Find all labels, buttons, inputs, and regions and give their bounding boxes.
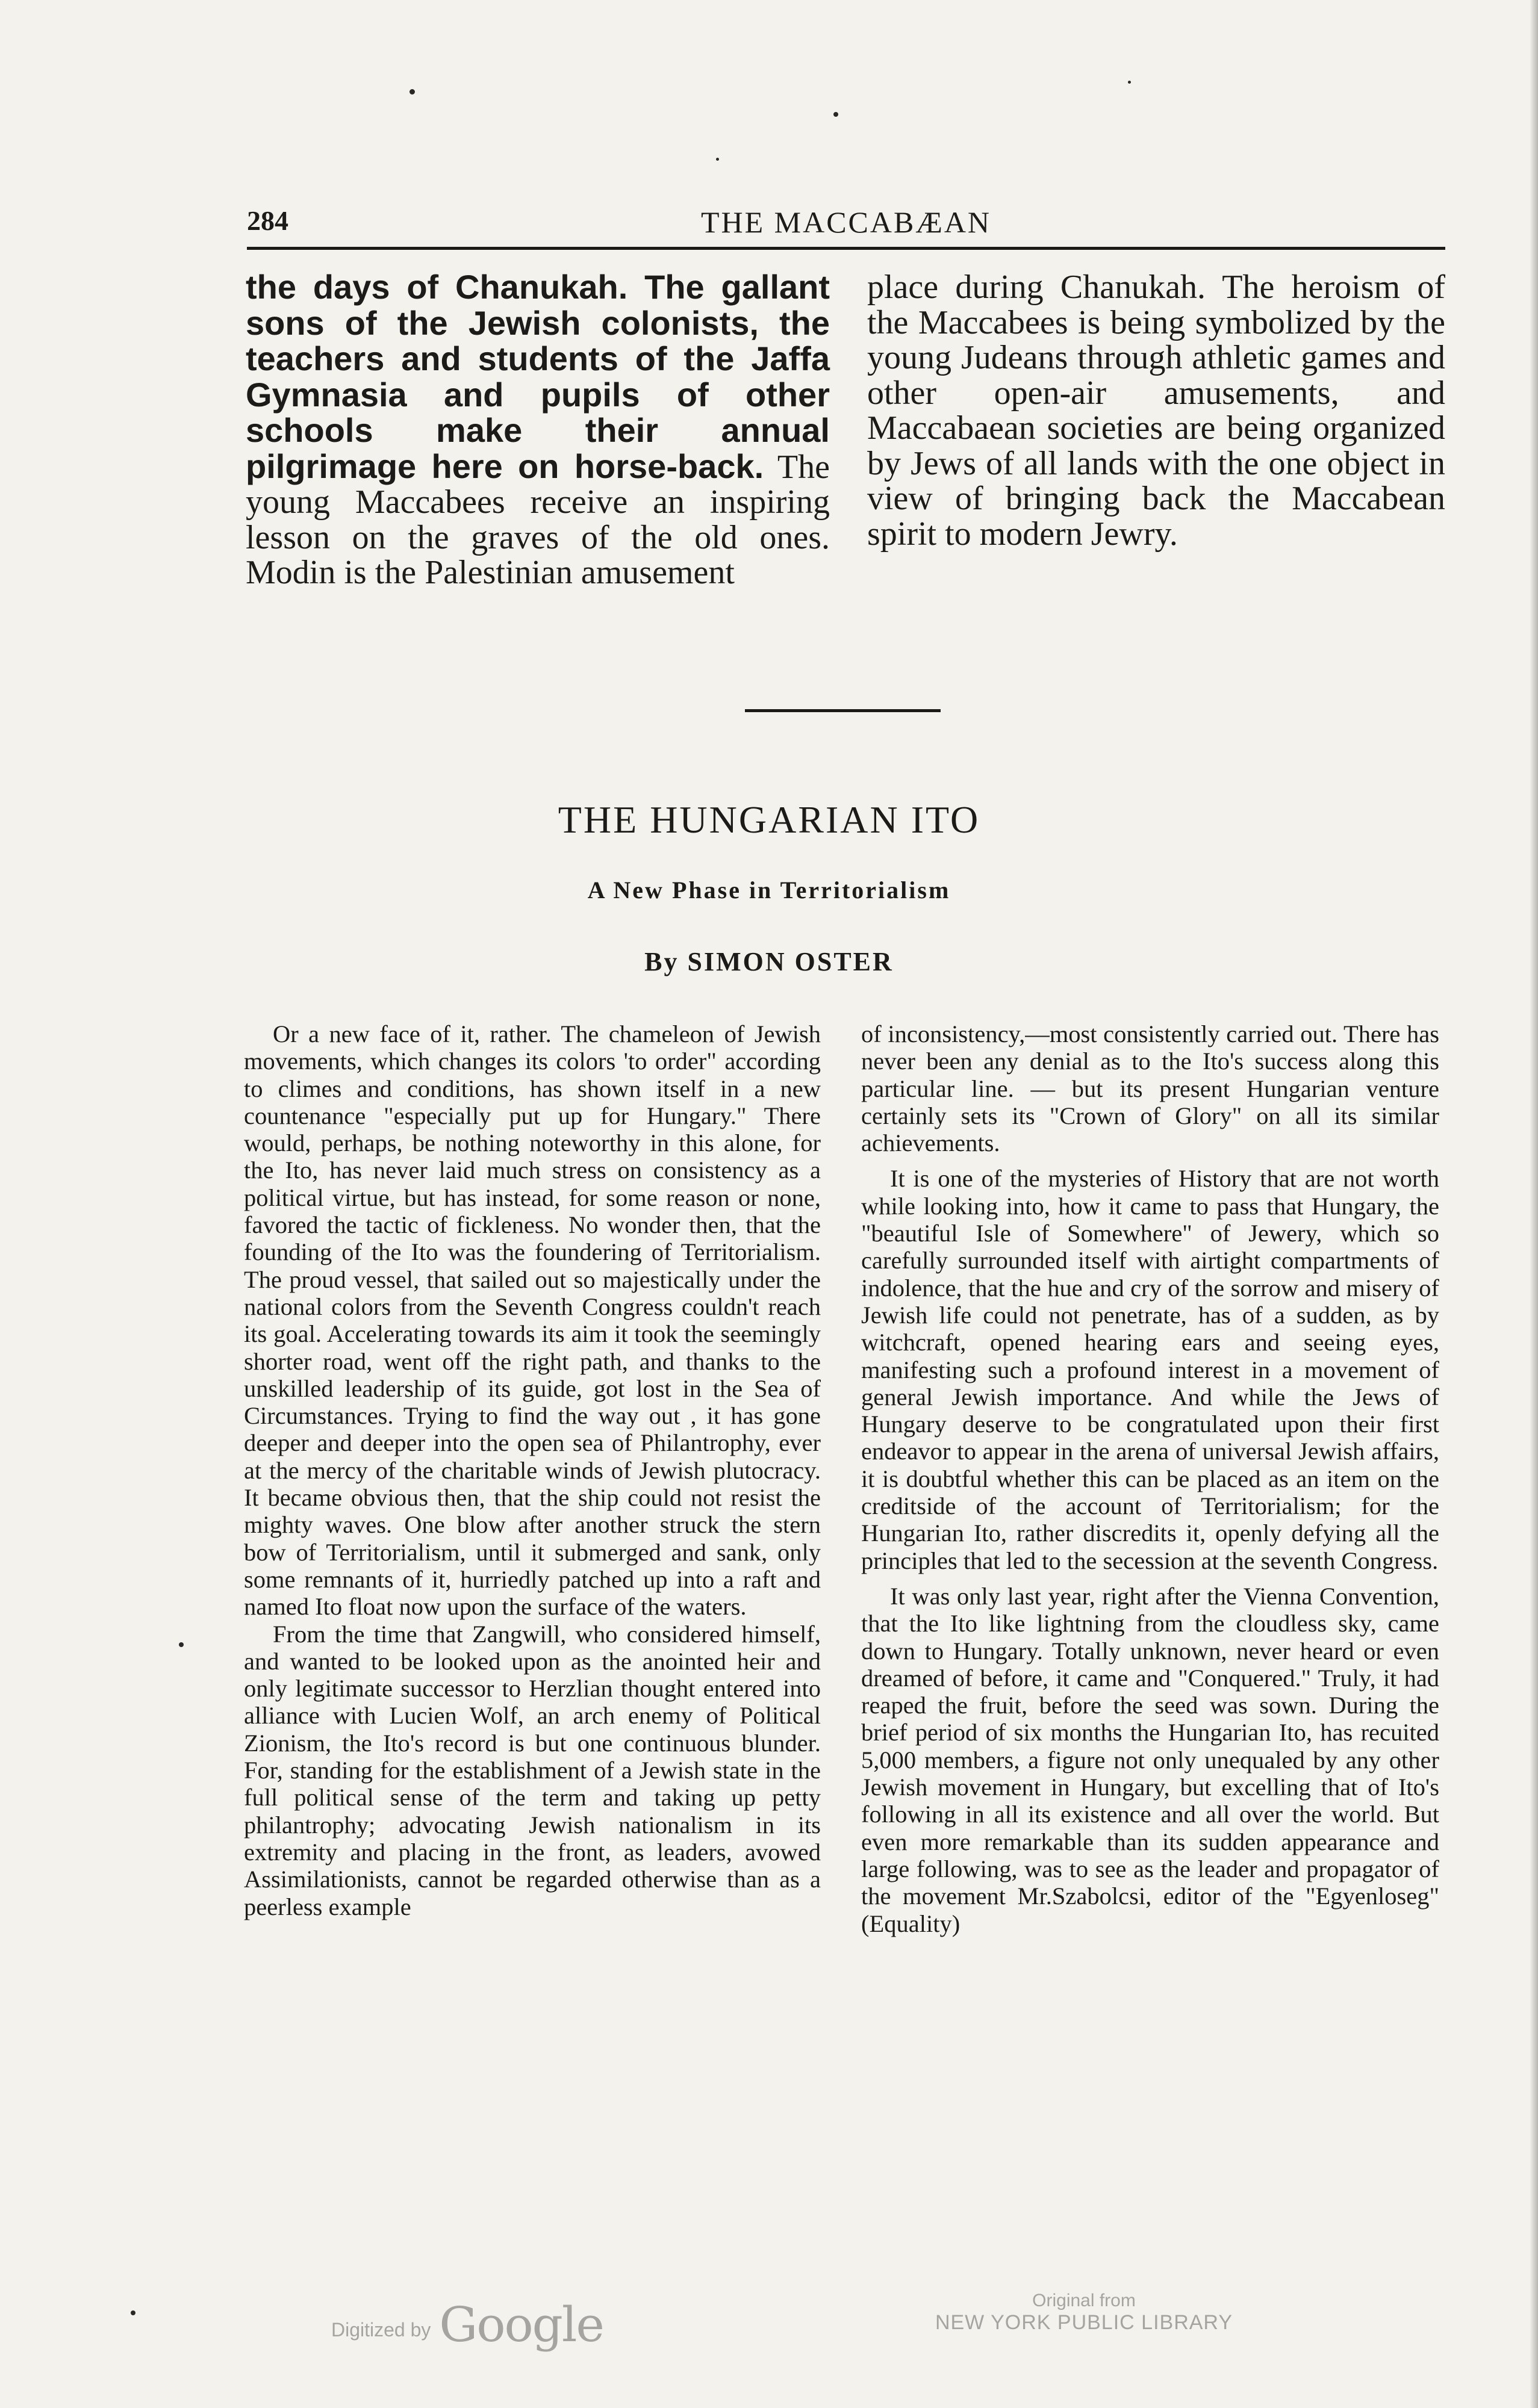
section-divider bbox=[745, 709, 941, 712]
article-subtitle: A New Phase in Territorialism bbox=[587, 877, 951, 904]
body-paragraph: It was only last year, right after the Vienna Convention, that the Ito like lightning from the cloudless sky, came down to Hungary. Totally unknown, never heard or even dreamed of before, it came and "Conquered." Truly, it had reaped the fruit, before the seed was sown. During the brief period of six months the Hungarian Ito, has recuited 5,000 members, a figure not only unequaled by any other Jewish movement in Hungary, but excelling that of Ito's following in all its existence and all over the world. But even more remarkable than its sudden appearance and large following, was to see as the leader and propagator of the movement Mr.Szabolcsi, editor of the "Egyenloseg" (Equality) bbox=[861, 1582, 1439, 1937]
article-title: THE HUNGARIAN ITO bbox=[558, 798, 980, 841]
ink-speck bbox=[131, 2310, 135, 2315]
running-head bbox=[247, 205, 1445, 247]
ink-speck bbox=[1128, 81, 1131, 84]
ink-speck bbox=[716, 158, 719, 161]
body-paragraph: of inconsistency,—most consistently carried out. There has never been any denial as to the Ito's success along this particular line. — but its present Hungarian venture certainly sets its "Crown of Glory" on all its similar achievements. bbox=[861, 1020, 1439, 1157]
digitized-by-watermark bbox=[331, 2297, 603, 2353]
original-from-label: Original from bbox=[1032, 2291, 1136, 2310]
library-name: NEW YORK PUBLIC LIBRARY bbox=[935, 2311, 1233, 2334]
ink-speck bbox=[833, 112, 838, 117]
body-paragraph: From the time that Zangwill, who considered himself, and wanted to be looked upon as the anointed heir and only legitimate successor to Herzlian thought entered into alliance with Lucien Wolf, an arch enemy of Political Zionism, the Ito's record is but one continuous blunder. For, standing for the establishment of a Jewish state in the full political sense of the term and taking up petty philantrophy; advocating Jewish nationalism in its extremity and placing in the front, as leaders, avowed Assimilationists, cannot be regarded otherwise than as a peerless example bbox=[244, 1620, 821, 1920]
top-left-bold-lead: the days of Chanukah. The gallant sons of the Jewish colonists, the teachers and students of the Jaffa Gymnasia and pupils of other schools make their annual pilgrimage here on horse-back. bbox=[246, 268, 830, 485]
header-rule bbox=[247, 247, 1445, 250]
digitized-by-label: Digitized by bbox=[331, 2319, 431, 2341]
top-right-column bbox=[867, 270, 1445, 551]
body-right-column bbox=[861, 1020, 1439, 1937]
top-left-paragraph bbox=[246, 270, 830, 591]
page-number: 284 bbox=[247, 205, 288, 236]
library-watermark bbox=[915, 2291, 1253, 2335]
body-paragraph: Or a new face of it, rather. The chameleon of Jewish movements, which changes its colors 'to order" according to climes and conditions, has shown itself in a new countenance "especially put up for Hungary." There would, perhaps, be nothing noteworthy in this alone, for the Ito, has never laid much stress on consistency as a political virtue, but has instead, for some reason or none, favored the tactic of fickleness. No wonder then, that the founding of the Ito was the foundering of Territorialism. The proud vessel, that sailed out so majestically under the national colors from the Seventh Congress couldn't reach its goal. Accelerating towards its aim it took the seemingly shorter road, went off the right path, and thanks to the unskilled leadership of its guide, got lost in the Sea of Circumstances. Trying to find the way out , it has gone deeper and deeper into the open sea of Philantrophy, ever at the mercy of the charitable winds of Jewish plutocracy. It became obvious then, that the ship could not resist the mighty waves. One blow after another struck the stern bow of Territorialism, until it submerged and sank, only some remnants of it, hurriedly patched up into a raft and named Ito float now upon the surface of the waters. bbox=[244, 1020, 821, 1621]
page-edge-shadow bbox=[1530, 0, 1538, 2408]
top-left-text: The young Maccabees receive an inspiring lesson on the graves of the old ones. Modin is the Palestinian amusement bbox=[246, 448, 830, 591]
top-left-column bbox=[246, 270, 830, 591]
body-left-column bbox=[244, 1020, 821, 1920]
article-byline: By SIMON OSTER bbox=[644, 947, 894, 976]
ink-speck bbox=[179, 1642, 184, 1647]
body-paragraph: It is one of the mysteries of History that are not worth while looking into, how it came to pass that Hungary, the "beautiful Isle of Somewhere" of Jewery, which so carefully surrounded itself with airtight compartments of indolence, that the hue and cry of the sorrow and misery of Jewish life could not penetrate, has of a sudden, as by witchcraft, opened hearing ears and seeing eyes, manifesting such a profound interest in a movement of general Jewish importance. And while the Jews of Hungary deserve to be congratulated upon their first endeavor to appear in the arena of universal Jewish affairs, it is doubtful whether this can be placed as an item on the creditside of the account of Territorialism; for the Hungarian Ito, rather discredits it, openly defying all the principles that led to the secession at the seventh Congress. bbox=[861, 1165, 1439, 1574]
google-logo: Google bbox=[439, 2297, 603, 2353]
ink-speck bbox=[409, 89, 415, 95]
top-right-paragraph: place during Chanukah. The heroism of the Maccabees is being symbolized by the young Judeans through athletic games and other open-air amusements, and Maccabaean societies are being organized by Jews of all lands with the one object in view of bringing back the Maccabean spirit to modern Jewry. bbox=[867, 268, 1445, 553]
journal-title: THE MACCABÆAN bbox=[700, 205, 992, 239]
